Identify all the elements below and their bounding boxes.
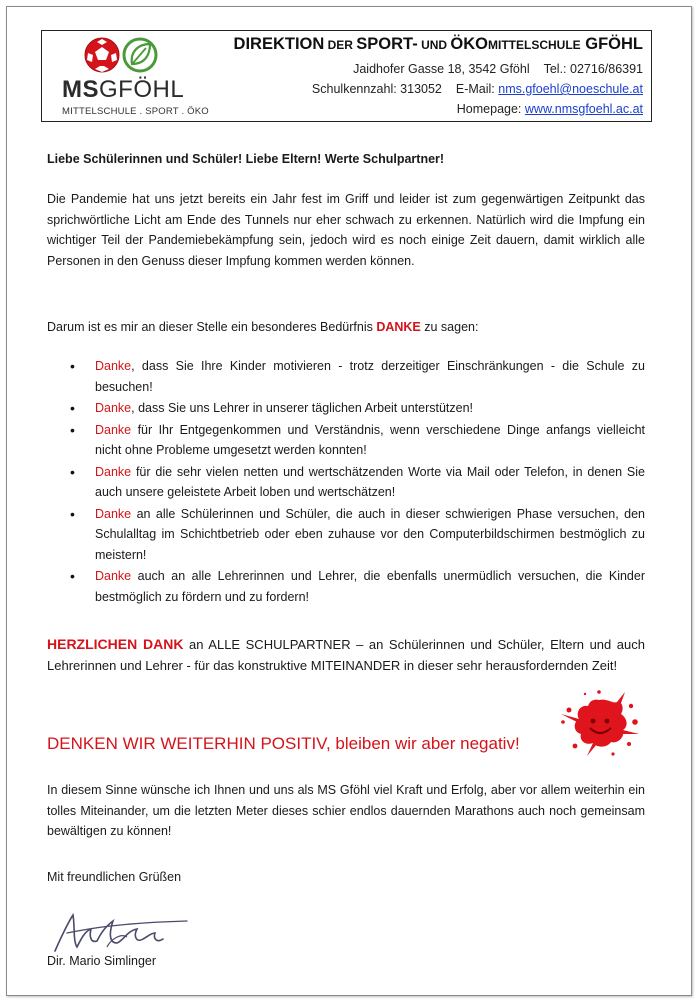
- homepage-line: Homepage: www.nmsgfoehl.ac.at: [456, 102, 643, 116]
- address: Jaidhofer Gasse 18, 3542 Gföhl: [353, 62, 530, 76]
- slogan: DENKEN WIR WEITERHIN POSITIV, bleiben wir aber negativ!: [47, 734, 520, 753]
- contact-line: Schulkennzahl: 313052 E-Mail: nms.gfoehl@noeschule.at: [311, 82, 643, 96]
- list-item: • Danke, dass Sie uns Lehrer in unserer täglichen Arbeit unterstützen!: [47, 398, 645, 419]
- school-logo: [62, 36, 209, 118]
- football-icon: [85, 38, 119, 72]
- logo-icons: [80, 36, 170, 78]
- school-id: Schulkennzahl: 313052: [311, 82, 442, 96]
- red-splat-smiley-icon: [555, 688, 643, 758]
- homepage-link[interactable]: www.nmsgfoehl.ac.at: [524, 102, 643, 116]
- email-link[interactable]: nms.gfoehl@noeschule.at: [498, 82, 643, 96]
- list-item: • Danke auch an alle Lehrerinnen und Lehrer, die ebenfalls unermüdlich versuchen, die Kinder bestmöglich zu fördern und zu fordern!: [47, 566, 645, 607]
- leaf-icon: [124, 39, 156, 71]
- address-line: [353, 62, 643, 76]
- intro-paragraph: Die Pandemie hat uns jetzt bereits ein Jahr fest im Griff und leider ist zum gegenwärtigen Zeitpunkt das sprichwörtliche Licht am Ende des Tunnels nur eher schwach zu erkennen. Natürlich wird die Impfung ein wichtiger Teil der Pandemiebekämpfung sein, jedoch wird es noch einige Zeit dauern, damit wirklich alle Personen in den Genuss dieser Impfung kommen werden können.: [47, 192, 645, 268]
- logo-wordmark: MSGFÖHL: [62, 76, 185, 103]
- letterhead: [41, 30, 652, 122]
- herzlichen-dank-paragraph: HERZLICHEN DANK an ALLE SCHULPARTNER – an Schülerinnen und Schüler, Eltern und auch Lehrerinnen und Lehrer - für das konstruktive MITEINANDER in dieser sehr herausfordernden Zeit!: [47, 636, 645, 673]
- list-item: • Danke für die sehr vielen netten und wertschätzenden Worte via Mail oder Telefon, in denen Sie auch unsere geleistete Arbeit loben und wertschätzen!: [47, 462, 645, 503]
- list-item: • Danke an alle Schülerinnen und Schüler, die auch in dieser schwierigen Phase versuchen, den Schulalltag im Schichtbetrieb oder eben zuhause vor den Computerbildschirmen bestmöglich zu meistern!: [47, 504, 645, 566]
- greeting: Mit freundlichen Grüßen: [47, 870, 182, 884]
- list-item: • Danke, dass Sie Ihre Kinder motivieren - trotz derzeitiger Einschränkungen - die Schule zu besuchen!: [47, 356, 645, 397]
- school-name: DIREKTION DER SPORT- UND ÖKOMITTELSCHULE GFÖHL: [233, 35, 643, 53]
- letter-page: [6, 6, 692, 996]
- phone: Tel.: 02716/86391: [543, 62, 643, 76]
- logo-tagline: MITTELSCHULE . SPORT . ÖKO: [62, 106, 209, 117]
- signatory-name: Dir. Mario Simlinger: [47, 954, 157, 968]
- list-item: • Danke für Ihr Entgegenkommen und Verständnis, wenn verschiedene Dinge anfangs vielleicht nicht ohne Probleme umgesetzt werden konnten!: [47, 420, 645, 461]
- thanks-intro: Darum ist es mir an dieser Stelle ein besonderes Bedürfnis DANKE zu sagen:: [47, 320, 479, 334]
- salutation: Liebe Schülerinnen und Schüler! Liebe Eltern! Werte Schulpartner!: [47, 152, 445, 166]
- closing-paragraph: In diesem Sinne wünsche ich Ihnen und uns als MS Gföhl viel Kraft und Erfolg, aber vor allem weiterhin ein tolles Miteinander, um die letzten Meter dieses schier endlos dauernden Marathons auch noch gemeinsam bewältigen zu können!: [47, 783, 645, 838]
- thanks-list: [47, 356, 645, 608]
